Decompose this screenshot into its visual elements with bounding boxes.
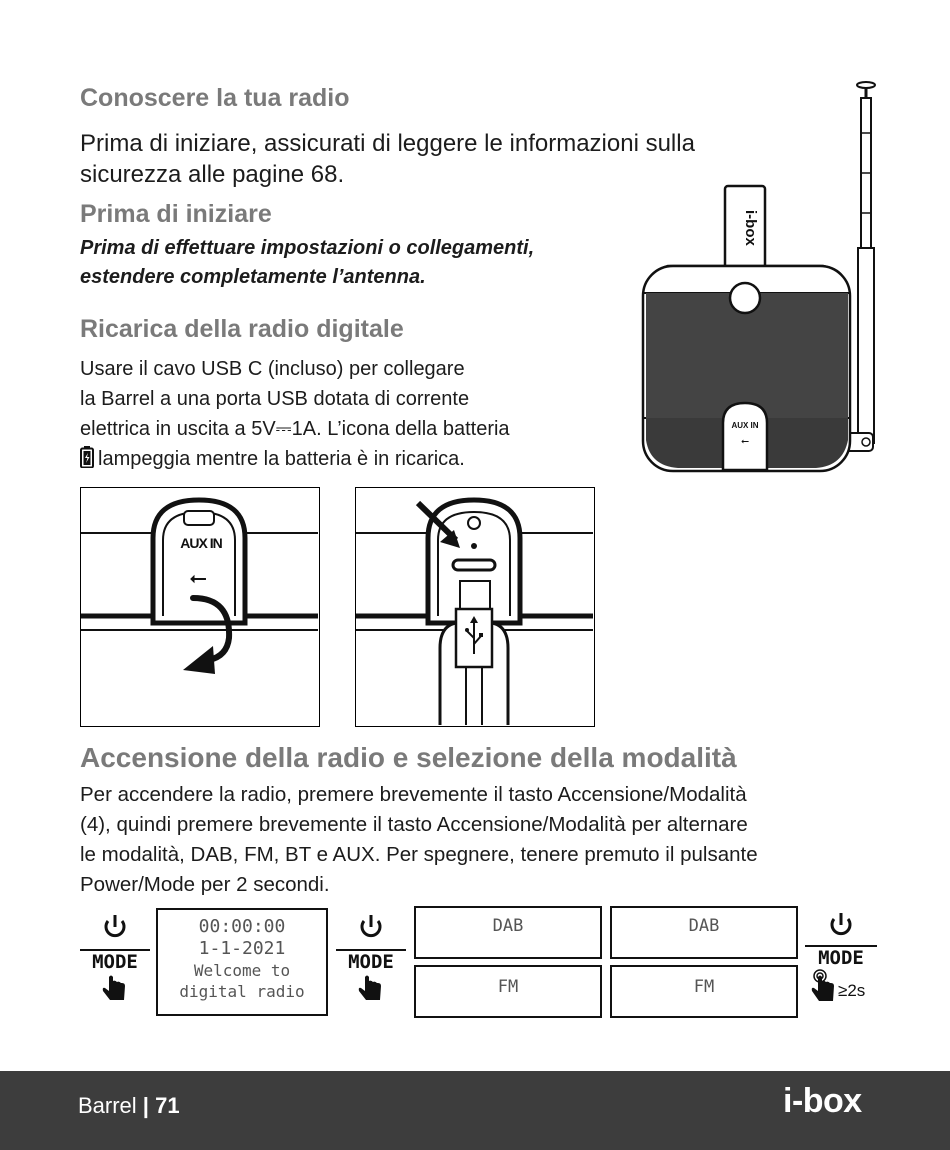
display-dab-1: DAB bbox=[414, 906, 602, 959]
mode-label: MODE bbox=[818, 947, 864, 969]
battery-icon bbox=[80, 446, 94, 468]
display-dab-2: DAB bbox=[610, 906, 798, 959]
text-line: le modalità, DAB, FM, BT e AUX. Per spegnere, tenere premuto il pulsante bbox=[80, 843, 758, 866]
power-icon bbox=[805, 910, 877, 940]
text-line: Usare il cavo USB C (incluso) per collegare bbox=[80, 358, 465, 380]
aux-cover-illustration bbox=[80, 487, 320, 727]
battery-text: lampeggia mentre la batteria è in ricarica. bbox=[98, 448, 465, 470]
text-line bbox=[80, 444, 620, 474]
text-line: Prima di iniziare, assicurati di leggere le informazioni sulla bbox=[80, 130, 695, 157]
power-icon bbox=[80, 912, 150, 942]
screen-welcome: Welcome to bbox=[193, 961, 291, 980]
text-line: la Barrel a una porta USB dotata di corrente bbox=[80, 388, 470, 410]
power-icon bbox=[336, 912, 406, 942]
heading-before-start: Prima di iniziare bbox=[80, 200, 272, 228]
press-hand-icon bbox=[80, 973, 150, 1001]
power-mode-paragraph bbox=[80, 780, 880, 900]
hold-duration: ≥2s bbox=[838, 981, 866, 1000]
screen-time: 00:00:00 bbox=[198, 916, 286, 937]
text-line: (4), quindi premere brevemente il tasto Accensione/Modalità per alternare bbox=[80, 813, 748, 836]
antenna-warning bbox=[80, 234, 640, 292]
mode-label: MODE bbox=[92, 951, 138, 973]
svg-text:⭠: ⭠ bbox=[741, 436, 749, 447]
heading-power-mode: Accensione della radio e selezione della modalità bbox=[80, 742, 737, 773]
text-line: Per accendere la radio, premere brevemente il tasto Accensione/Modalità bbox=[80, 783, 747, 806]
screen-date: 1-1-2021 bbox=[198, 938, 286, 959]
mode-button-step-2 bbox=[336, 912, 406, 1007]
display-welcome-screen bbox=[156, 908, 328, 1016]
mode-button-step-1 bbox=[80, 912, 150, 1007]
mode-label: MODE bbox=[348, 951, 394, 973]
charging-paragraph bbox=[80, 354, 620, 474]
text-line: Prima di effettuare impostazioni o collegamenti, bbox=[80, 237, 535, 259]
ibox-logo: i-box bbox=[783, 1082, 862, 1120]
display-fm-1: FM bbox=[414, 965, 602, 1018]
text-line: elettrica in uscita a 5V⎓1A. L’icona della batteria bbox=[80, 418, 510, 440]
display-fm-2: FM bbox=[610, 965, 798, 1018]
heading-charging: Ricarica della radio digitale bbox=[80, 315, 404, 343]
radio-brand-text: i-box bbox=[742, 210, 759, 246]
aux-label: AUX IN bbox=[180, 535, 222, 551]
mode-button-hold bbox=[805, 910, 877, 1010]
svg-text:⭠: ⭠ bbox=[189, 566, 207, 591]
text-line: Power/Mode per 2 secondi. bbox=[80, 873, 330, 896]
footer-page-number: 71 bbox=[155, 1093, 180, 1118]
footer-separator: | bbox=[136, 1093, 156, 1118]
radio-illustration bbox=[638, 78, 883, 478]
footer-page-label bbox=[78, 1093, 180, 1119]
aux-label-small: AUX IN bbox=[731, 421, 759, 430]
press-hand-icon bbox=[336, 973, 406, 1001]
text-line: estendere completamente l’antenna. bbox=[80, 266, 426, 288]
screen-digital-radio: digital radio bbox=[179, 982, 305, 1001]
footer-product: Barrel bbox=[78, 1093, 137, 1118]
heading-know-your-radio: Conoscere la tua radio bbox=[80, 84, 350, 112]
usb-c-illustration bbox=[355, 487, 595, 727]
text-line: sicurezza alle pagine 68. bbox=[80, 161, 345, 188]
